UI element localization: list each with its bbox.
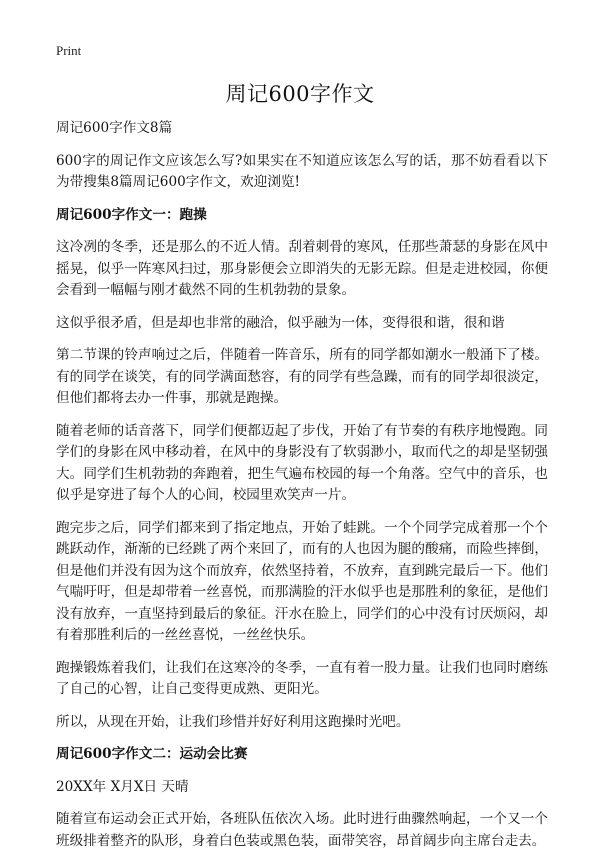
paragraph: 跑完步之后，同学们都来到了指定地点，开始了蛙跳。一个个同学完成着那一个个跳跃动作，渐渐的已经跳了两个来回了，而有的人也因为腿的酸痛，而险些摔倒，但是他们并没有因为这个而放弃，依然坚持着，不放弃，直到跳完最后一下。他们气喘吁吁，但是却带着一丝喜悦，而那满脸的汗水似乎也是那胜利的象征，是他们没有放弃，一直坚持到最后的象征。汗水在脸上，同学们的心中没有讨厌烦闷，却有着那胜利后的一丝丝喜悦，一丝丝快乐。 [56, 519, 548, 643]
dateline: 20XX年 X月X日 天晴 [56, 778, 189, 795]
paragraph: 这似乎很矛盾，但是却也非常的融洽，似乎融为一体，变得很和谐，很和谐 [56, 314, 505, 331]
paragraph: 随着老师的话音落下，同学们便都迈起了步伐，开始了有节奏的有秩序地慢跑。同学们的身影在风中移动着，在风中的身影没有了软弱渺小，取而代之的却是坚韧强大。同学们生机勃勃的奔跑着，把生气遍布校园的每一个角落。空气中的音乐，也似乎是穿进了每个人的心间，校园里欢笑声一片。 [56, 422, 548, 503]
document-body [56, 118, 548, 863]
print-label[interactable]: Print [56, 43, 82, 58]
paragraph: 第二节课的铃声响过之后，伴随着一阵音乐，所有的同学都如潮水一般涌下了楼。有的同学在谈笑，有的同学满面愁容，有的同学有些急躁，而有的同学却很淡定，但他们都将去办一件事，那就是跑操。 [56, 347, 548, 406]
intro-paragraph: 600字的周记作文应该怎么写?如果实在不知道应该怎么写的话，那不妨看看以下为带搜集8篇周记600字作文，欢迎浏览! [56, 152, 548, 190]
paragraph: 所以，从现在开始，让我们珍惜并好好利用这跑操时光吧。 [56, 713, 410, 730]
document-subtitle: 周记600字作文8篇 [56, 120, 173, 136]
paragraph: 跑操锻炼着我们，让我们在这寒冷的冬季，一直有着一股力量。让我们也同时磨练了自己的心智，让自己变得更成熟、更阳光。 [56, 659, 548, 697]
document-title: 周记600字作文 [225, 82, 375, 106]
section-heading: 周记600字作文一：跑操 [56, 206, 207, 223]
section-heading: 周记600字作文二：运动会比赛 [56, 746, 248, 762]
paragraph: 这冷冽的冬季，还是那么的不近人情。刮着刺骨的寒风，任那些萧瑟的身影在风中摇晃，似乎一阵寒风扫过，那身影便会立即消失的无影无踪。但是走进校园，你便会看到一幅幅与刚才截然不同的生机勃勃的景象。 [56, 239, 548, 298]
paragraph: 随着宣布运动会正式开始，各班队伍依次入场。此时进行曲骤然响起，一个又一个班级排着整齐的队形，身着白色装或黑色装，面带笑容，昂首阔步向主席台走去。 [56, 811, 548, 849]
